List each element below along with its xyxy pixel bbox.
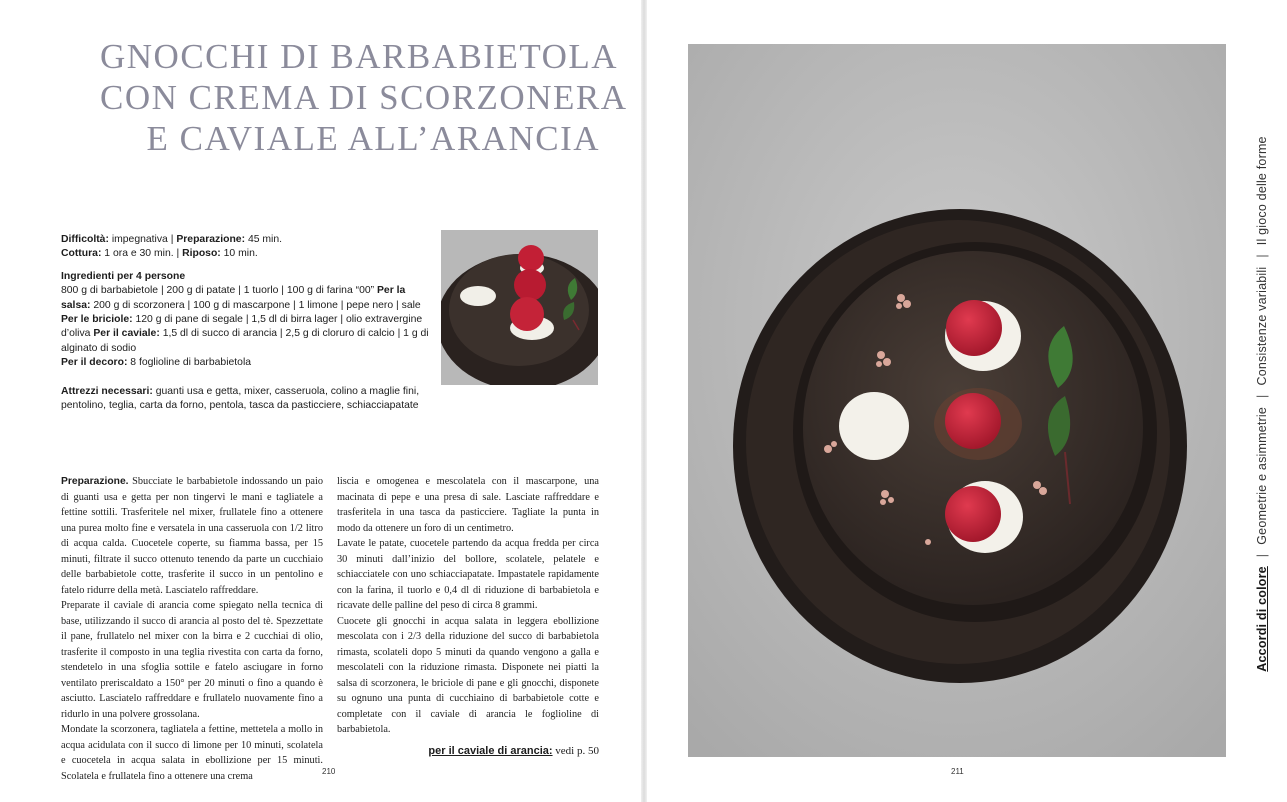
- difficulty-value: impegnativa: [111, 234, 168, 245]
- chapter-tab-consistenze-variabili[interactable]: Consistenze variabili: [1255, 266, 1269, 386]
- rest-label: Riposo:: [182, 248, 221, 260]
- cook-label: Cottura:: [61, 248, 102, 260]
- tools-text: guanti usa e getta, mixer, casseruola, colino a maglie fini, pentolino, teglia, carta da forno, pentola, tasca da pasticciere, schiacciapatate: [61, 385, 420, 412]
- preparation-lead: Preparazione.: [61, 476, 129, 487]
- preparation-paragraph: liscia e omogenea e mescolatela con il mascarpone, una macinata di pepe e una presa di sale. Lasciate raffreddare e trasferitela in una tasca da pasticciere. Tagliate la punta in modo da ottenere un foro di un centimetro.: [337, 476, 599, 534]
- preparation-paragraph: Preparazione. Sbucciate le barbabietole indossando un paio di guanti usa e getta per non tingervi le mani e tagliatele a fettine sottili. Trasferitele nel mixer, frullatele fino a ottenere una purea molto fine e versatela in una casseruola con 1/2 litro di acqua calda. Cuocetele coperte, su fiamma bassa, per 15 minuti, filtrate il succo ottenuto tenendo da parte un cucchiaio delle barbabietole cotte, trasferite il succo in un pentolino e fatelo ridurre della metà. Lasciatelo raffreddare.: [61, 476, 324, 596]
- preparation-column-2: [337, 474, 599, 738]
- difficulty-label: Difficoltà:: [61, 234, 109, 245]
- small-dish-photo: [441, 230, 598, 385]
- chapter-separator: |: [1255, 553, 1269, 558]
- page-number-right: 211: [951, 767, 964, 776]
- ingredients-heading: Ingredienti per 4 persone: [61, 270, 186, 282]
- preparation-paragraph: Mondate la scorzonera, tagliatela a fettine, mettetela a mollo in acqua acidulata con il succo di limone per 10 minuti, scolatela e cuocetela in acqua salata in ebollizione per 15 minuti. Scolatela e frullatela fino a ottenere una crema: [61, 724, 323, 782]
- title-line-3: E CAVIALE ALL’ARANCIA: [146, 119, 600, 158]
- recipe-meta: [61, 233, 433, 413]
- cook-value: 1 ora e 30 min.: [104, 248, 174, 260]
- title-line-1: GNOCCHI DI BARBABIETOLA: [100, 37, 619, 76]
- decor-label: Per il decoro:: [61, 357, 128, 369]
- chapter-separator: |: [1255, 394, 1269, 398]
- chapter-tab-il-gioco-delle-forme[interactable]: Il gioco delle forme: [1255, 136, 1269, 246]
- cross-reference-note: [337, 745, 599, 757]
- prep-value: 45 min.: [247, 234, 283, 245]
- preparation-paragraph: Cuocete gli gnocchi in acqua salata in leggera ebollizione mescolata con i 2/3 della riduzione del succo di barbabietola rimasta, scolateli dopo 5 minuti da quando vengono a galla e mescolateli con la riduzione rimasta. Disponete nei piatti la salsa di scorzonera, le briciole di pane e gli gnocchi, disponete su ognuno una punta di cucchiaino di barbabietole cotte e completate con il caviale di arancia le foglioline di barbabietola.: [337, 615, 599, 735]
- title-line-2: CON CREMA DI SCORZONERA: [100, 78, 628, 117]
- tools-label: Attrezzi necessari:: [61, 385, 153, 397]
- sauce-text: 200 g di scorzonera | 100 g di mascarpone | 1 limone | pepe nero | sale: [93, 299, 421, 311]
- chapter-separator: |: [1255, 254, 1269, 258]
- preparation-paragraph: Preparate il caviale di arancia come spiegato nella tecnica di base, utilizzando il succo di arancia al posto del tè. Spezzettate il pane, frullatelo nel mixer con la birra e 2 cucchiai di olio, trasferite il composto in una teglia rivestita con carta da forno, stendetelo in una sfoglia sottile e fatelo asciugare in forno ventilato preriscaldato a 150° per 20 minuti o fino a quando è asciutto. Lasciatelo raffreddare e frullatelo nuovamente fino a ridurlo in una polvere grossolana.: [61, 600, 323, 720]
- meta-separator: |: [176, 248, 180, 260]
- rest-value: 10 min.: [223, 248, 258, 260]
- decor-text: 8 foglioline di barbabietola: [130, 357, 252, 369]
- ingredients-list: [61, 284, 433, 370]
- crumbs-label: Per le briciole:: [61, 314, 133, 326]
- cook-line: [61, 247, 433, 261]
- chapter-navigation: [1255, 136, 1269, 671]
- chapter-tab-accordi-di-colore[interactable]: Accordi di colore: [1255, 566, 1269, 672]
- recipe-title: [100, 36, 628, 159]
- crumbs-text: 120 g di pane di segale | 1,5 dl di birra lager | olio extravergine d’oliva: [61, 314, 423, 340]
- chapter-tab-geometrie-e-asimmetrie[interactable]: Geometrie e asimmetrie: [1255, 406, 1269, 545]
- main-dish-photo: [688, 44, 1226, 757]
- cross-reference-text: vedi p. 50: [555, 745, 599, 757]
- caviar-label: Per il caviale:: [93, 328, 160, 340]
- preparation-paragraph: Lavate le patate, cuocetele partendo da acqua fredda per circa 30 minuti dall’inizio del bollore, scolatele, pelatele e schiacciatele con uno schiacciapatate. Impastatele rapidamente con la farina, il tuorlo e 0,4 dl di riduzione di barbabietola e ricavate delle palline del peso di circa 8 grammi.: [337, 538, 599, 611]
- caviar-text: 1,5 dl di succo di arancia | 2,5 g di cloruro di calcio | 1 g di alginato di sodio: [61, 328, 429, 354]
- ingredients-main: 800 g di barbabietole | 200 g di patate | 1 tuorlo | 100 g di farina “00”: [61, 285, 375, 297]
- book-gutter: [641, 0, 647, 802]
- difficulty-line: [61, 233, 433, 247]
- page-number-left: 210: [322, 767, 336, 776]
- sauce-label: Per la salsa:: [61, 285, 406, 311]
- meta-separator: |: [170, 234, 174, 245]
- tools-line: [61, 385, 433, 414]
- cross-reference-label: per il caviale di arancia:: [428, 745, 553, 757]
- preparation-column-1: [61, 474, 323, 784]
- prep-label: Preparazione:: [176, 234, 246, 245]
